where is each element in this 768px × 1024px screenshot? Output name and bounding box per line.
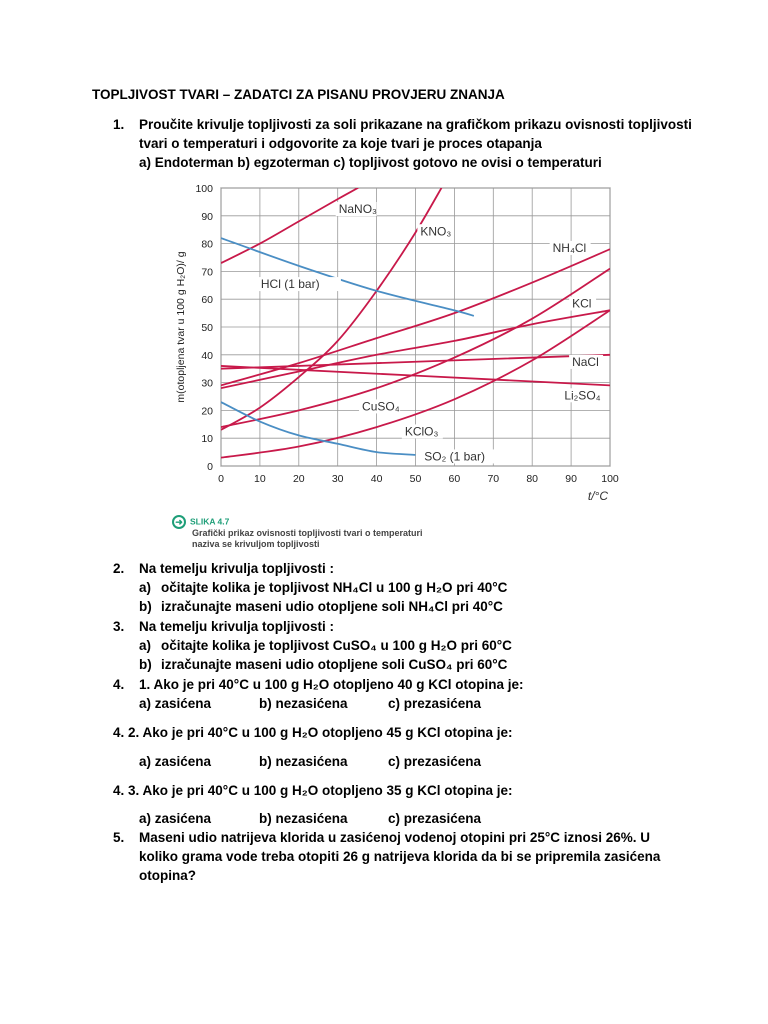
x-tick-label: 80	[526, 473, 539, 485]
item-label: a)	[139, 580, 152, 595]
curve-label: NaCl	[572, 354, 599, 369]
solubility-chart	[170, 176, 630, 560]
question-4-1-text: 1. Ako je pri 40°C u 100 g H₂O otopljeno 40 g KCl otopina je:	[139, 677, 524, 692]
question-3-text: Na temelju krivulja topljivosti :	[139, 619, 335, 634]
y-tick-label: 100	[195, 183, 213, 195]
x-tick-label: 20	[292, 473, 305, 485]
question-3a	[139, 636, 512, 655]
question-4-3	[113, 781, 512, 800]
curve-label: NH₄Cl	[552, 240, 587, 255]
question-5	[113, 828, 699, 885]
option-a: a) zasićena	[139, 811, 212, 826]
arrow-right-icon: ➜	[172, 515, 186, 529]
question-5-line-2: koliko grama vode treba otopiti 26 g natrijeva klorida da bi se pripremila zasićena	[139, 849, 661, 864]
question-1-line-1: Proučite krivulje topljivosti za soli prikazane na grafičkom prikazu ovisnosti topljivosti	[139, 117, 692, 132]
figure-caption-line-1: Grafički prikaz ovisnosti topljivosti tvari o temperaturi	[192, 528, 423, 538]
question-number: 2.	[113, 561, 125, 576]
x-tick-label: 40	[370, 473, 383, 485]
figure-caption	[192, 528, 472, 550]
curve-label: KCl	[572, 296, 592, 311]
item-label: a)	[139, 638, 152, 653]
question-3b	[139, 655, 508, 674]
question-2	[113, 559, 335, 578]
question-number: 3.	[113, 619, 125, 634]
question-2a	[139, 578, 508, 597]
x-tick-label: 10	[254, 473, 266, 485]
question-4-1	[113, 675, 524, 694]
x-tick-label: 90	[565, 473, 577, 485]
curve-label: Li₂SO₄	[564, 388, 601, 403]
curve-label: NaNO₃	[338, 202, 377, 217]
option-a: a) zasićena	[139, 696, 212, 711]
y-tick-label: 60	[201, 294, 213, 307]
option-c: c) prezasićena	[388, 696, 482, 711]
option-b: b) nezasićena	[259, 811, 348, 826]
curve-label: KNO₃	[420, 224, 452, 239]
question-4-3-options	[139, 809, 539, 828]
y-tick-label: 10	[201, 433, 213, 446]
question-number: 1.	[113, 117, 125, 132]
curve-label: SO₂ (1 bar)	[424, 449, 485, 464]
question-4-2-text: 4. 2. Ako je pri 40°C u 100 g H₂O otopljeno 45 g KCl otopina je:	[113, 725, 513, 740]
question-1-line-2: tvari o temperaturi i odgovorite za koje tvari je proces otapanja	[139, 136, 542, 151]
option-c: c) prezasićena	[388, 754, 482, 769]
question-1-options: a) Endoterman b) egzoterman c) topljivost gotovo ne ovisi o temperaturi	[139, 155, 602, 170]
question-4-2	[113, 723, 512, 742]
curve-label: CuSO₄	[362, 399, 400, 414]
question-3a-text: očitajte kolika je topljivost CuSO₄ u 100 g H₂O pri 60°C	[161, 638, 512, 653]
curve-label: KClO₃	[404, 424, 439, 439]
x-axis-label: t/°C	[587, 489, 608, 503]
curve-label: HCl (1 bar)	[260, 277, 320, 292]
figure-badge: ➜ SLIKA 4.7	[172, 515, 229, 529]
question-2b-text: izračunajte maseni udio otopljene soli NH₄Cl pri 40°C	[161, 599, 503, 614]
x-tick-label: 50	[409, 473, 422, 485]
question-2-text: Na temelju krivulja topljivosti :	[139, 561, 335, 576]
option-b: b) nezasićena	[259, 754, 348, 769]
y-axis-label: m(otopljena tvar u 100 g H₂O)/ g	[175, 251, 187, 403]
option-c: c) prezasićena	[388, 811, 482, 826]
question-4-2-options	[139, 752, 539, 771]
question-2a-text: očitajte kolika je topljivost NH₄Cl u 100 g H₂O pri 40°C	[161, 580, 508, 595]
x-tick-label: 70	[487, 473, 500, 485]
option-b: b) nezasićena	[259, 696, 348, 711]
option-a: a) zasićena	[139, 754, 212, 769]
y-tick-label: 70	[201, 266, 213, 279]
y-tick-label: 30	[201, 377, 213, 390]
page-title: TOPLJIVOST TVARI – ZADATCI ZA PISANU PROVJERU ZNANJA	[92, 87, 505, 102]
solubility-chart-svg	[170, 176, 630, 516]
question-4-1-options	[139, 694, 539, 713]
question-2b	[139, 597, 503, 616]
question-1	[113, 115, 699, 172]
x-tick-label: 30	[331, 473, 344, 485]
y-tick-label: 40	[201, 349, 213, 362]
x-tick-label: 0	[218, 473, 224, 485]
question-3b-text: izračunajte maseni udio otopljene soli CuSO₄ pri 60°C	[161, 657, 508, 672]
y-tick-label: 0	[207, 461, 213, 473]
y-tick-label: 50	[201, 322, 213, 334]
question-5-line-3: otopina?	[139, 868, 196, 883]
question-number: 5.	[113, 830, 125, 845]
y-tick-label: 20	[201, 405, 213, 418]
question-4-3-text: 4. 3. Ako je pri 40°C u 100 g H₂O otopljeno 35 g KCl otopina je:	[113, 783, 513, 798]
item-label: b)	[139, 599, 152, 614]
y-tick-label: 90	[201, 210, 213, 223]
question-3	[113, 617, 335, 636]
x-tick-label: 60	[448, 473, 461, 485]
item-label: b)	[139, 657, 152, 672]
x-tick-label: 100	[601, 473, 619, 485]
question-number: 4.	[113, 677, 125, 692]
y-tick-label: 80	[201, 238, 213, 251]
figure-caption-line-2: naziva se krivuljom topljivosti	[192, 539, 320, 549]
question-5-line-1: Maseni udio natrijeva klorida u zasićenoj vodenoj otopini pri 25°C iznosi 26%. U	[139, 830, 651, 845]
